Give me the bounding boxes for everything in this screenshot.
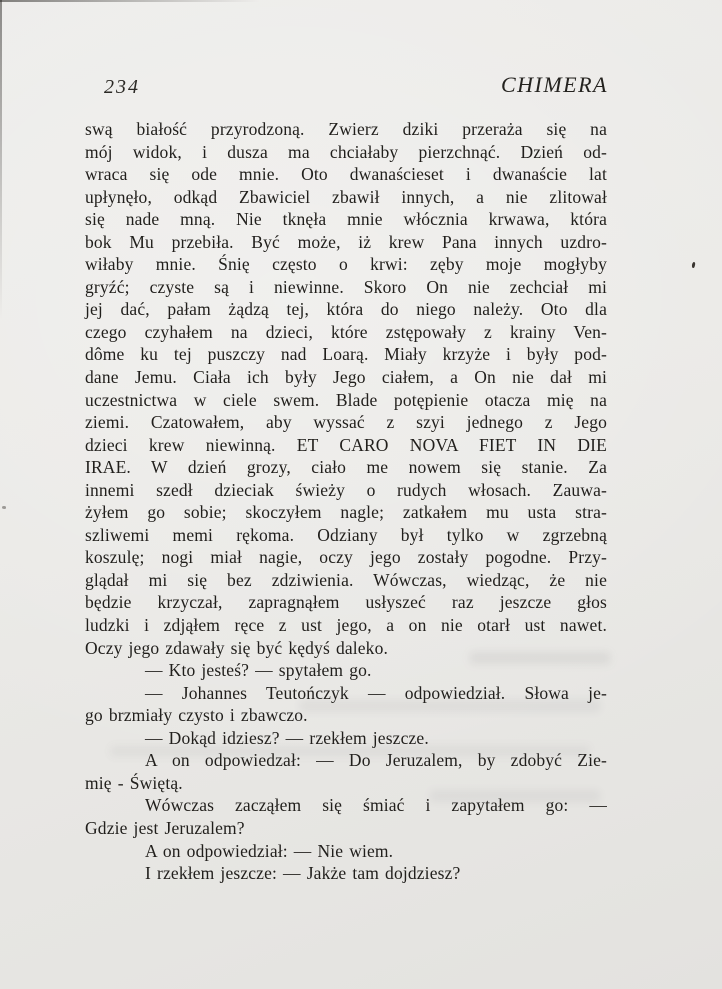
text-line: mię - Świętą.: [85, 772, 183, 793]
text-line: wraca się ode mnie. Oto dwanaścieset i dwanaście lat: [85, 164, 607, 185]
show-through-smudge: [470, 652, 610, 664]
scan-edge-artifact: [0, 0, 2, 320]
text-line: jej dać, pałam żądzą tej, która do niego należy. Oto dla: [85, 299, 607, 320]
text-line: czego czyhałem na dzieci, które zstępowały z krainy Ven-: [85, 321, 607, 342]
text-line: mój widok, i dusza ma chciałaby pierzchnąć. Dzień od-: [85, 141, 607, 162]
text-line: — Dokąd idziesz? — rzekłem jeszcze.: [145, 727, 429, 748]
ink-speck: [2, 506, 6, 509]
show-through-smudge: [300, 700, 600, 712]
text-line: wiłaby mnie. Śnię często o krwi: zęby moje mogłyby: [85, 254, 607, 275]
text-line: IRAE. W dzień grozy, ciało me nowem się stanie. Za: [85, 457, 607, 478]
text-line: koszulę; nogi miał nagie, oczy jego zostały pogodne. Przy-: [85, 547, 607, 568]
running-title: CHIMERA: [500, 72, 608, 97]
text-line: innemi szedł dzieciak świeży o rudych włosach. Zauwa-: [85, 479, 607, 500]
text-line: gryźć; czyste są i niewinne. Skoro On nie zechciał mi: [85, 276, 607, 297]
show-through-smudge: [110, 745, 590, 757]
text-line: glądał mi się bez zdziwienia. Wówczas, wiedząc, że nie: [85, 569, 607, 590]
text-line: swą białość przyrodzoną. Zwierz dziki przeraża się na: [85, 119, 607, 139]
text-line: dzieci krew niewinną. ET CARO NOVA FIET IN DIE: [85, 434, 607, 455]
text-line: szliwemi memi rękoma. Odziany był tylko w zgrzebną: [85, 524, 607, 545]
page-number: 234: [104, 76, 140, 98]
text-line: upłynęło, odkąd Zbawiciel zbawił innych, a nie zlitował: [85, 186, 607, 207]
text-line: — Kto jesteś? — spytałem go.: [145, 660, 372, 681]
ink-speck: [691, 262, 695, 269]
text-line: bok Mu przebiła. Być może, iż krew Pana innych uzdro-: [85, 231, 607, 252]
text-line: dane Jemu. Ciała ich były Jego ciałem, a On nie dał mi: [85, 367, 607, 388]
text-line: dôme ku tej puszczy nad Loarą. Miały krzyże i były pod-: [85, 344, 607, 365]
text-line: — Johannes Teutończyk — odpowiedział. Słowa je-: [145, 682, 607, 703]
text-line: ziemi. Czatowałem, aby wyssać z szyi jednego z Jego: [85, 412, 607, 433]
text-line: Wówczas zacząłem się śmiać i zapytałem go: —: [145, 795, 607, 816]
text-line: Gdzie jest Jeruzalem?: [85, 817, 245, 838]
body-text-block: [85, 118, 607, 885]
text-line: I rzekłem jeszcze: — Jakże tam dojdziesz?: [145, 863, 461, 884]
text-line: żyłem go sobie; skoczyłem nagle; zatkałem mu usta stra-: [85, 502, 607, 523]
text-line: się nade mną. Nie tknęła mnie włócznia krwawa, która: [85, 209, 607, 230]
text-line: ludzki i zdjąłem ręce z ust jego, a on nie otarł ust nawet.: [85, 615, 607, 636]
text-line: będzie krzyczał, zapragnąłem usłyszeć raz jeszcze głos: [85, 592, 607, 613]
text-line: Oczy jego zdawały się być kędyś daleko.: [85, 637, 389, 658]
text-line: uczestnictwa w ciele swem. Blade potępienie otacza mię na: [85, 389, 607, 410]
text-line: A on odpowiedzał: — Do Jeruzalem, by zdobyć Zie-: [145, 750, 607, 771]
show-through-smudge: [430, 790, 600, 802]
text-line: go brzmiały czysto i zbawczo.: [85, 705, 308, 726]
scan-edge-artifact: [0, 0, 260, 2]
text-line: A on odpowiedział: — Nie wiem.: [145, 840, 394, 861]
